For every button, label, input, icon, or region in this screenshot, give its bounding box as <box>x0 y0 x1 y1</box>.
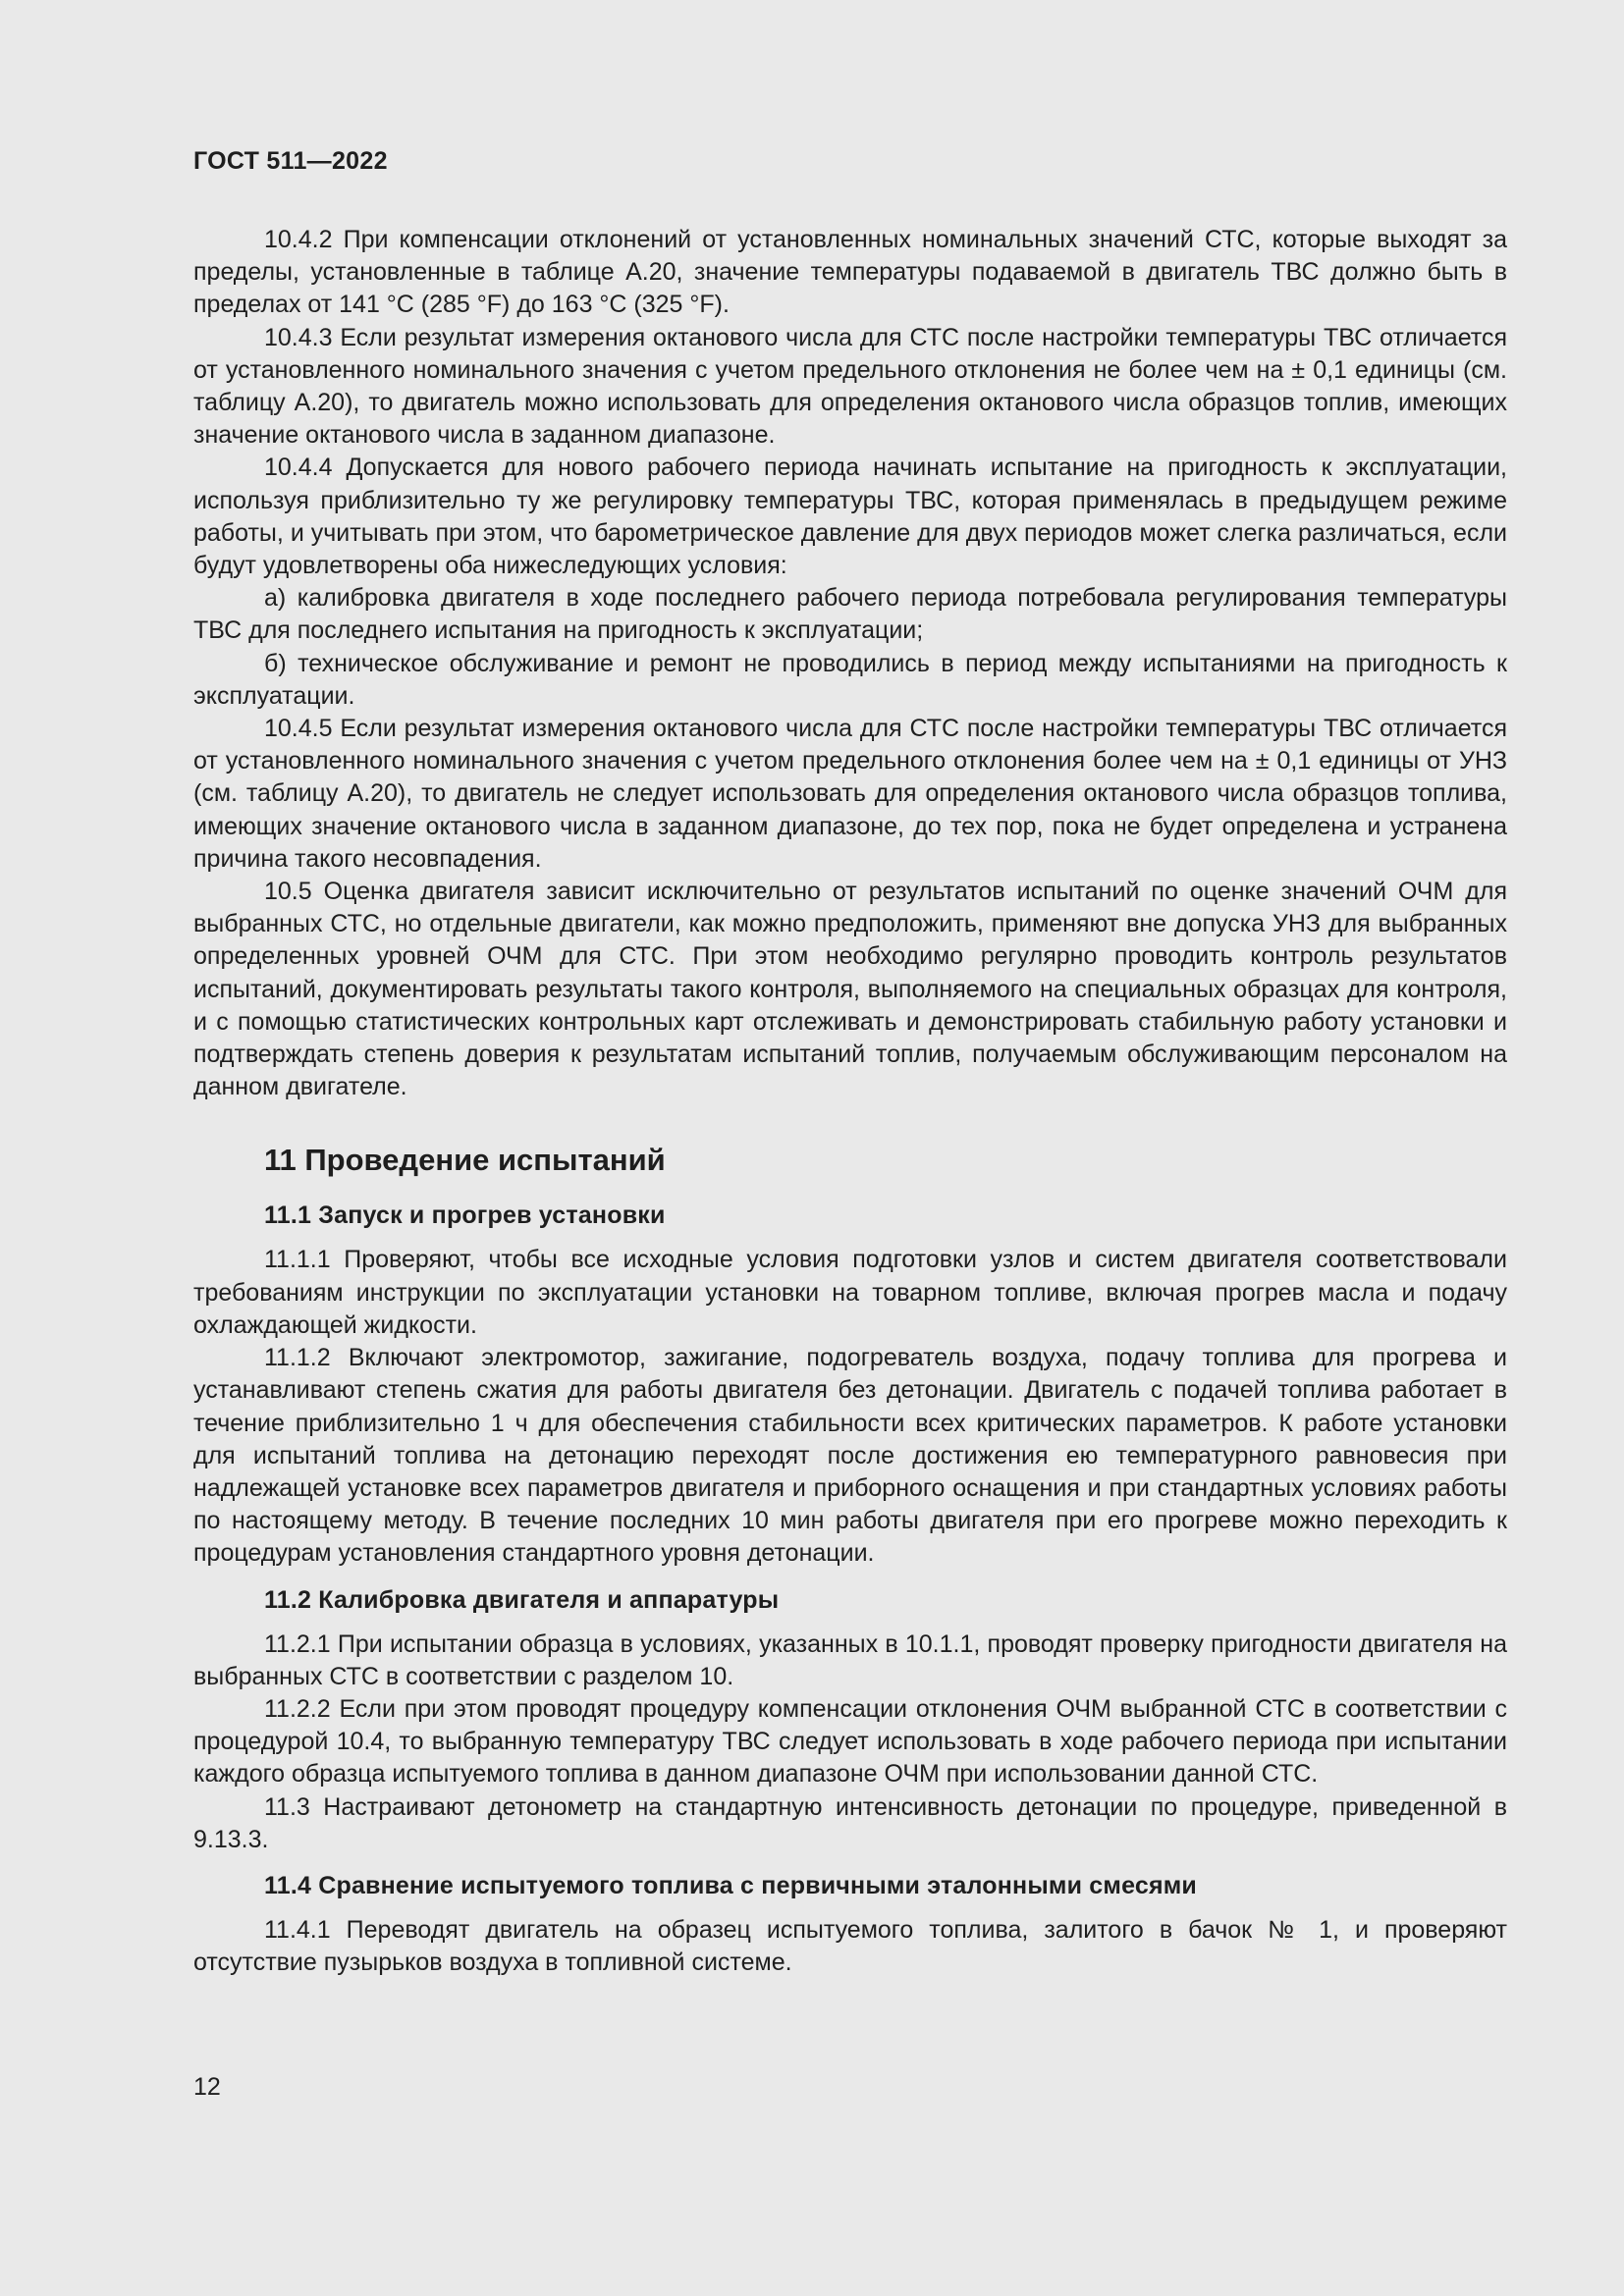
list-item-b: б) техническое обслуживание и ремонт не проводились в период между испытаниями на пригодность к эксплуатации. <box>193 649 1507 710</box>
subsection-11-1-heading: 11.1 Запуск и прогрев установки <box>264 1201 666 1230</box>
subsection-11-2-heading: 11.2 Калибровка двигателя и аппаратуры <box>264 1585 780 1614</box>
paragraph-11-2-1: 11.2.1 При испытании образца в условиях, указанных в 10.1.1, проводят проверку пригодности двигателя на выбранных СТС в соответствии с разделом 10. <box>193 1629 1507 1690</box>
paragraph-10-4-5: 10.4.5 Если результат измерения октанового числа для СТС после настройки температуры ТВС отличается от установленного номинального значения с учетом предельного отклонения более чем на ± 0,1 единицы от УНЗ (см. таблицу А.20), то двигатель не следует использовать для определения октанового числа образцов топлива, имеющих значение октанового числа в заданном диапазоне, до тех пор, пока не будет определена и устранена причина такого несовпадения. <box>193 715 1507 873</box>
subsection-11-4-heading: 11.4 Сравнение испытуемого топлива с первичными эталонными смесями <box>264 1871 1198 1899</box>
paragraph-10-5: 10.5 Оценка двигателя зависит исключительно от результатов испытаний по оценке значений ОЧМ для выбранных СТС, но отдельные двигатели, как можно предположить, применяют вне допуска УНЗ для выбранных определенных уровней ОЧМ для СТС. При этом необходимо регулярно проводить контроль результатов испытаний, документировать результаты такого контроля, выполняемого на специальных образцах для контроля, и с помощью статистических контрольных карт отслеживать и демонстрировать стабильную работу установки и подтверждать степень доверия к результатам испытаний топлив, получаемым обслуживающим персоналом на данном двигателе. <box>193 878 1507 1101</box>
list-item-a: а) калибровка двигателя в ходе последнего рабочего периода потребовала регулирования температуры ТВС для последнего испытания на пригодность к эксплуатации; <box>193 584 1507 645</box>
paragraph-10-4-2: 10.4.2 При компенсации отклонений от установленных номинальных значений СТС, которые выходят за пределы, установленные в таблице А.20, значение температуры подаваемой в двигатель ТВС должно быть в пределах от 141 °С (285 °F) до 163 °С (325 °F). <box>193 226 1507 319</box>
section-11-heading: 11 Проведение испытаний <box>264 1143 666 1178</box>
paragraph-11-1-1: 11.1.1 Проверяют, чтобы все исходные условия подготовки узлов и систем двигателя соответствовали требованиям инструкции по эксплуатации установки на товарном топливе, включая прогрев масла и подачу охлаждающей жидкости. <box>193 1246 1507 1339</box>
paragraph-11-4-1: 11.4.1 Переводят двигатель на образец испытуемого топлива, залитого в бачок № 1, и проверяют отсутствие пузырьков воздуха в топливной системе. <box>193 1915 1507 1977</box>
paragraph-10-4-3: 10.4.3 Если результат измерения октанового числа для СТС после настройки температуры ТВС отличается от установленного номинального значения с учетом предельного отклонения не более чем на ± 0,1 единицы (см. таблицу А.20), то двигатель можно использовать для определения октанового числа образцов топлив, имеющих значение октанового числа в заданном диапазоне. <box>193 323 1507 450</box>
page-number: 12 <box>193 2073 221 2101</box>
document-body <box>193 224 1507 1979</box>
paragraph-11-2-2: 11.2.2 Если при этом проводят процедуру компенсации отклонения ОЧМ выбранной СТС в соответствии с процедурой 10.4, то выбранную температуру ТВС следует использовать в ходе рабочего периода при испытании каждого образца испытуемого топлива в данном диапазоне ОЧМ при использовании данной СТС. <box>193 1694 1507 1789</box>
paragraph-11-1-2: 11.1.2 Включают электромотор, зажигание, подогреватель воздуха, подачу топлива для прогрева и устанавливают степень сжатия для работы двигателя без детонации. Двигатель с подачей топлива работает в течение приблизительно 1 ч для обеспечения стабильности всех критических параметров. К работе установки для испытаний топлива на детонацию переходят после достижения ею температурного равновесия при надлежащей установке всех параметров двигателя и приборного оснащения и при стандартных условиях работы по настоящему методу. В течение последних 10 мин работы двигателя при его прогреве можно переходить к процедурам установления стандартного уровня детонации. <box>193 1344 1507 1568</box>
paragraph-11-3: 11.3 Настраивают детонометр на стандартную интенсивность детонации по процедуре, приведенной в 9.13.3. <box>193 1792 1507 1853</box>
document-code: ГОСТ 511—2022 <box>193 147 388 175</box>
paragraph-10-4-4: 10.4.4 Допускается для нового рабочего периода начинать испытание на пригодность к эксплуатации, используя приблизительно ту же регулировку температуры ТВС, которая применялась в предыдущем режиме работы, и учитывать при этом, что барометрическое давление для двух периодов может слегка различаться, если будут удовлетворены оба нижеследующих условия: <box>193 454 1507 580</box>
